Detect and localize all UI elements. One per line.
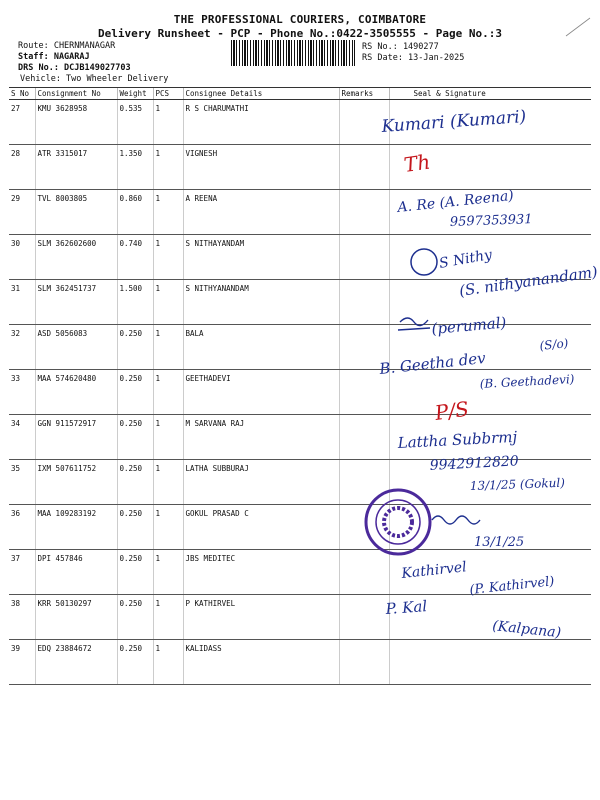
signature-row-31: (S. nithyanandam) (458, 262, 599, 300)
table-row (9, 145, 591, 190)
cell-consignment: IXM 507611752 (35, 460, 117, 505)
cell-pcs: 1 (153, 235, 183, 280)
cell-consignment: ATR 3315017 (35, 145, 117, 190)
cell-remarks (339, 460, 389, 505)
cell-pcs: 1 (153, 190, 183, 235)
signature-row-27: Kumari (Kumari) (380, 106, 527, 137)
signature-row-28: Th (402, 149, 432, 177)
cell-pcs: 1 (153, 325, 183, 370)
date-row-37: 13/1/25 (474, 535, 525, 550)
table-header-row (9, 88, 591, 100)
cell-consignee: R S CHARUMATHI (183, 100, 339, 145)
cell-sno: 36 (9, 505, 35, 550)
cell-remarks (339, 370, 389, 415)
cell-pcs: 1 (153, 595, 183, 640)
cell-remarks (339, 550, 389, 595)
table-row (9, 235, 591, 280)
cell-pcs: 1 (153, 460, 183, 505)
route-label: Route: CHERNMANAGAR (18, 41, 116, 51)
cell-sno: 38 (9, 595, 35, 640)
cell-weight: 0.250 (117, 640, 153, 685)
cell-consignment: MAA 109283192 (35, 505, 117, 550)
cell-sno: 32 (9, 325, 35, 370)
cell-weight: 0.250 (117, 550, 153, 595)
signature-row-36: 13/1/25 (Gokul) (469, 475, 566, 493)
rs-date: RS Date: 13-Jan-2025 (362, 53, 465, 63)
cell-consignee: S NITHYANANDAM (183, 280, 339, 325)
cell-pcs: 1 (153, 370, 183, 415)
cell-consignee: LATHA SUBBURAJ (183, 460, 339, 505)
table-row (9, 370, 591, 415)
cell-remarks (339, 280, 389, 325)
signature-row-35: Lattha Subbrmj (397, 427, 518, 452)
cell-signature (389, 595, 591, 640)
staff-label: Staff: NAGARAJ (18, 52, 90, 62)
table-row (9, 550, 591, 595)
cell-signature (389, 325, 591, 370)
cell-remarks (339, 595, 389, 640)
cell-sno: 33 (9, 370, 35, 415)
cell-signature (389, 187, 591, 235)
cell-sno: 29 (9, 190, 35, 235)
cell-consignee: GOKUL PRASAD C (183, 505, 339, 550)
cell-sno: 34 (9, 415, 35, 460)
cell-pcs: 1 (153, 100, 183, 145)
table-row (9, 100, 591, 145)
cell-consignee: M SARVANA RAJ (183, 415, 339, 460)
cell-weight: 0.740 (117, 235, 153, 280)
cell-consignment: EDQ 23884672 (35, 640, 117, 685)
cell-remarks (339, 100, 389, 145)
col-pcs: PCS (153, 88, 183, 100)
cell-remarks (339, 640, 389, 685)
cell-sno: 31 (9, 280, 35, 325)
cell-remarks (339, 505, 389, 550)
signature-row-39-name: (Kalpana) (491, 618, 562, 642)
cell-consignee: BALA (183, 325, 339, 370)
cell-weight: 0.535 (117, 100, 153, 145)
table-row (9, 415, 591, 460)
cell-signature (389, 640, 591, 685)
relation-row-32: (S/o) (538, 336, 570, 353)
cell-consignee: KALIDASS (183, 640, 339, 685)
cell-consignment: MAA 574620480 (35, 370, 117, 415)
cell-pcs: 1 (153, 280, 183, 325)
cell-consignment: TVL 8003805 (35, 190, 117, 235)
phone-row-29: 9597353931 (449, 212, 533, 230)
col-consignee: Consignee Details (183, 88, 339, 100)
rs-number: RS No.: 1490277 (362, 42, 439, 52)
cell-signature (389, 280, 591, 325)
runsheet-title: Delivery Runsheet - PCP - Phone No.:0422-3505555 - Page No.:3 (98, 27, 502, 40)
cell-consignment: GGN 911572917 (35, 415, 117, 460)
signature-row-29: A. Re (A. Reena) (396, 187, 515, 216)
signature-row-38-name: (P. Kathirvel) (468, 574, 556, 598)
cell-weight: 0.250 (117, 370, 153, 415)
cell-signature (389, 460, 591, 505)
table-row (9, 595, 591, 640)
cell-weight: 0.860 (117, 190, 153, 235)
cell-consignment: ASD 5056083 (35, 325, 117, 370)
table-row (9, 505, 591, 550)
cell-remarks (339, 415, 389, 460)
cell-consignee: S NITHAYANDAM (183, 235, 339, 280)
cell-remarks (339, 325, 389, 370)
table-row (9, 460, 591, 505)
cell-weight: 1.500 (117, 280, 153, 325)
cell-signature (389, 235, 591, 280)
cell-remarks (339, 145, 389, 190)
cell-signature (389, 505, 591, 550)
phone-row-36: 9942912820 (429, 453, 520, 474)
cell-pcs: 1 (153, 640, 183, 685)
cell-consignment: DPI 457846 (35, 550, 117, 595)
cell-pcs: 1 (153, 505, 183, 550)
cell-consignee: VIGNESH (183, 145, 339, 190)
cell-consignment: KRR 50130297 (35, 595, 117, 640)
cell-signature (389, 370, 591, 415)
table-row (9, 280, 591, 325)
col-weight: Weight (117, 88, 153, 100)
cell-weight: 0.250 (117, 415, 153, 460)
cell-consignee: A REENA (183, 190, 339, 235)
runsheet-table (9, 87, 591, 685)
cell-consignee: GEETHADEVI (183, 370, 339, 415)
cell-consignment: KMU 3628958 (35, 100, 117, 145)
cell-pcs: 1 (153, 550, 183, 595)
col-seal-signature: Seal & Signature (389, 88, 591, 100)
signature-row-34: P/S (433, 396, 471, 425)
cell-sno: 30 (9, 235, 35, 280)
cell-consignee: JBS MEDITEC (183, 550, 339, 595)
col-remarks: Remarks (339, 88, 389, 100)
cell-weight: 0.250 (117, 325, 153, 370)
table-row (9, 190, 591, 235)
cell-sno: 39 (9, 640, 35, 685)
cell-sno: 28 (9, 145, 35, 190)
cell-consignee: P KATHIRVEL (183, 595, 339, 640)
signature-row-33-name: (B. Geethadevi) (479, 372, 575, 391)
cell-weight: 0.250 (117, 505, 153, 550)
cell-weight: 1.350 (117, 145, 153, 190)
cell-pcs: 1 (153, 145, 183, 190)
cell-signature (389, 550, 591, 595)
signature-row-39: P. Kal (385, 597, 428, 618)
cell-remarks (339, 190, 389, 235)
signature-row-32: (perumal) (430, 313, 508, 338)
cell-sno: 35 (9, 460, 35, 505)
cell-sno: 27 (9, 100, 35, 145)
cell-consignment: SLM 362602600 (35, 235, 117, 280)
table-row (9, 640, 591, 685)
cell-weight: 0.250 (117, 460, 153, 505)
vehicle-label: Vehicle: Two Wheeler Delivery (20, 74, 169, 84)
signature-row-38: Kathirvel (400, 559, 468, 582)
table-row (9, 325, 591, 370)
cell-signature (389, 415, 591, 460)
cell-consignment: SLM 362451737 (35, 280, 117, 325)
signature-row-33: B. Geetha dev (378, 348, 487, 378)
signature-row-30: S Nithy (437, 246, 494, 272)
cell-pcs: 1 (153, 415, 183, 460)
cell-sno: 37 (9, 550, 35, 595)
cell-weight: 0.250 (117, 595, 153, 640)
drs-number: DRS No.: DCJB149027703 (18, 63, 131, 73)
cell-remarks (339, 235, 389, 280)
company-name: THE PROFESSIONAL COURIERS, COIMBATORE (173, 13, 427, 26)
col-consignment: Consignment No (35, 88, 117, 100)
cell-signature (389, 100, 591, 145)
col-sno: S No (9, 88, 35, 100)
barcode-image (231, 40, 355, 66)
cell-signature (389, 145, 591, 190)
